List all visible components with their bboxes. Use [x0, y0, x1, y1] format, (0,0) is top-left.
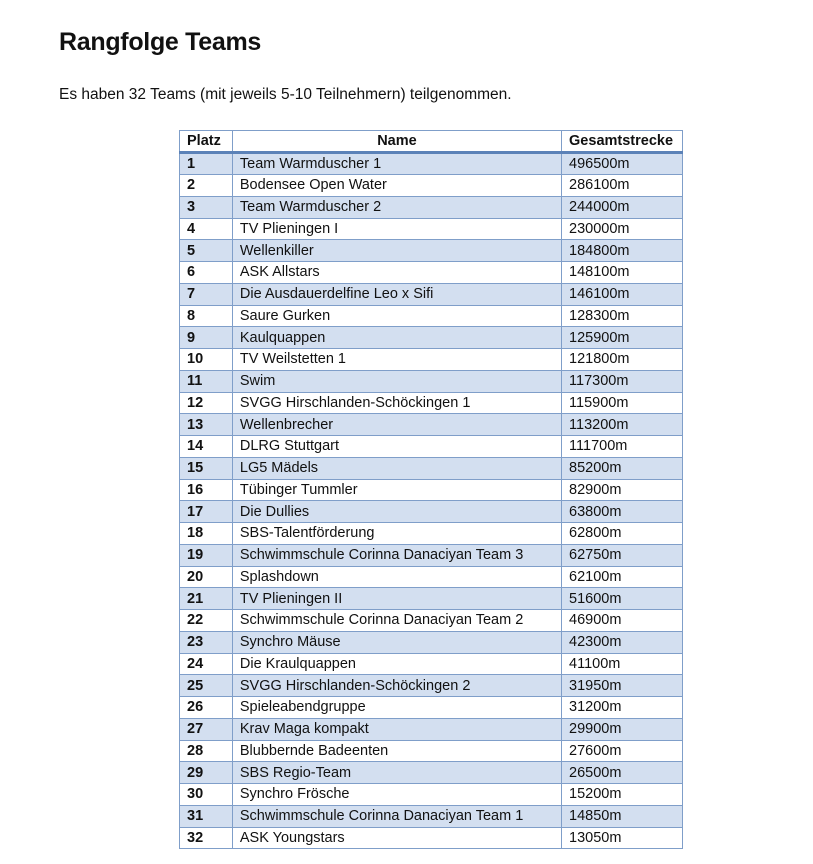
header-platz: Platz: [180, 131, 233, 153]
cell-name: Synchro Frösche: [232, 784, 561, 806]
cell-platz: 4: [180, 218, 233, 240]
cell-platz: 14: [180, 436, 233, 458]
cell-platz: 13: [180, 414, 233, 436]
cell-distance: 121800m: [562, 349, 683, 371]
cell-name: Die Kraulquappen: [232, 653, 561, 675]
cell-platz: 30: [180, 784, 233, 806]
cell-platz: 18: [180, 523, 233, 545]
cell-name: Synchro Mäuse: [232, 631, 561, 653]
cell-name: ASK Allstars: [232, 262, 561, 284]
cell-distance: 115900m: [562, 392, 683, 414]
table-row: [180, 305, 683, 327]
table-row: [180, 653, 683, 675]
cell-name: Bodensee Open Water: [232, 175, 561, 197]
table-row: [180, 370, 683, 392]
cell-name: Wellenkiller: [232, 240, 561, 262]
cell-name: Die Ausdauerdelfine Leo x Sifi: [232, 283, 561, 305]
table-row: [180, 283, 683, 305]
cell-distance: 62750m: [562, 544, 683, 566]
cell-distance: 244000m: [562, 196, 683, 218]
cell-platz: 2: [180, 175, 233, 197]
header-name: Name: [232, 131, 561, 153]
cell-distance: 29900m: [562, 718, 683, 740]
cell-platz: 21: [180, 588, 233, 610]
cell-distance: 111700m: [562, 436, 683, 458]
table-row: [180, 457, 683, 479]
cell-name: Saure Gurken: [232, 305, 561, 327]
cell-name: LG5 Mädels: [232, 457, 561, 479]
table-row: [180, 414, 683, 436]
table-row: [180, 501, 683, 523]
table-body: [180, 153, 683, 849]
cell-platz: 6: [180, 262, 233, 284]
cell-distance: 62100m: [562, 566, 683, 588]
table-row: [180, 697, 683, 719]
table-row: [180, 523, 683, 545]
cell-name: ASK Youngstars: [232, 827, 561, 849]
table-row: [180, 240, 683, 262]
table-row: [180, 218, 683, 240]
cell-platz: 19: [180, 544, 233, 566]
table-row: [180, 740, 683, 762]
cell-distance: 286100m: [562, 175, 683, 197]
table-row: [180, 566, 683, 588]
cell-distance: 125900m: [562, 327, 683, 349]
cell-distance: 27600m: [562, 740, 683, 762]
cell-distance: 82900m: [562, 479, 683, 501]
table-row: [180, 175, 683, 197]
table-row: [180, 675, 683, 697]
table-row: [180, 196, 683, 218]
intro-paragraph: Es haben 32 Teams (mit jeweils 5-10 Teilnehmern) teilgenommen.: [59, 86, 512, 103]
cell-name: Krav Maga kompakt: [232, 718, 561, 740]
cell-platz: 10: [180, 349, 233, 371]
table-row: [180, 762, 683, 784]
cell-distance: 146100m: [562, 283, 683, 305]
table-row: [180, 436, 683, 458]
cell-distance: 230000m: [562, 218, 683, 240]
cell-name: SBS Regio-Team: [232, 762, 561, 784]
table-row: [180, 610, 683, 632]
cell-distance: 496500m: [562, 153, 683, 175]
cell-platz: 5: [180, 240, 233, 262]
cell-name: Wellenbrecher: [232, 414, 561, 436]
cell-distance: 85200m: [562, 457, 683, 479]
cell-distance: 184800m: [562, 240, 683, 262]
cell-platz: 31: [180, 805, 233, 827]
cell-platz: 8: [180, 305, 233, 327]
cell-platz: 3: [180, 196, 233, 218]
cell-name: SVGG Hirschlanden-Schöckingen 2: [232, 675, 561, 697]
cell-platz: 9: [180, 327, 233, 349]
cell-platz: 26: [180, 697, 233, 719]
cell-platz: 32: [180, 827, 233, 849]
cell-distance: 128300m: [562, 305, 683, 327]
cell-name: Tübinger Tummler: [232, 479, 561, 501]
cell-platz: 7: [180, 283, 233, 305]
cell-distance: 14850m: [562, 805, 683, 827]
table-row: [180, 631, 683, 653]
cell-platz: 20: [180, 566, 233, 588]
table-row: [180, 588, 683, 610]
cell-platz: 24: [180, 653, 233, 675]
cell-platz: 22: [180, 610, 233, 632]
cell-platz: 28: [180, 740, 233, 762]
ranking-table: [179, 130, 683, 849]
cell-distance: 26500m: [562, 762, 683, 784]
table-row: [180, 784, 683, 806]
cell-name: Team Warmduscher 1: [232, 153, 561, 175]
cell-name: Team Warmduscher 2: [232, 196, 561, 218]
table-row: [180, 827, 683, 849]
cell-name: Schwimmschule Corinna Danaciyan Team 2: [232, 610, 561, 632]
cell-name: SBS-Talentförderung: [232, 523, 561, 545]
cell-name: TV Weilstetten 1: [232, 349, 561, 371]
table-row: [180, 327, 683, 349]
cell-name: Spieleabendgruppe: [232, 697, 561, 719]
table-row: [180, 544, 683, 566]
cell-platz: 11: [180, 370, 233, 392]
cell-platz: 12: [180, 392, 233, 414]
cell-platz: 25: [180, 675, 233, 697]
header-distance: Gesamtstrecke: [562, 131, 683, 153]
cell-name: SVGG Hirschlanden-Schöckingen 1: [232, 392, 561, 414]
table-row: [180, 262, 683, 284]
cell-name: Blubbernde Badeenten: [232, 740, 561, 762]
cell-name: TV Plieningen II: [232, 588, 561, 610]
cell-distance: 46900m: [562, 610, 683, 632]
cell-distance: 31200m: [562, 697, 683, 719]
cell-name: Schwimmschule Corinna Danaciyan Team 1: [232, 805, 561, 827]
table-row: [180, 153, 683, 175]
cell-name: Splashdown: [232, 566, 561, 588]
cell-platz: 27: [180, 718, 233, 740]
page-title: Rangfolge Teams: [59, 28, 262, 56]
cell-distance: 63800m: [562, 501, 683, 523]
cell-distance: 41100m: [562, 653, 683, 675]
table-row: [180, 392, 683, 414]
cell-distance: 31950m: [562, 675, 683, 697]
cell-platz: 29: [180, 762, 233, 784]
cell-platz: 1: [180, 153, 233, 175]
table-row: [180, 805, 683, 827]
cell-distance: 13050m: [562, 827, 683, 849]
table-row: [180, 718, 683, 740]
cell-distance: 148100m: [562, 262, 683, 284]
cell-name: DLRG Stuttgart: [232, 436, 561, 458]
cell-distance: 113200m: [562, 414, 683, 436]
cell-distance: 15200m: [562, 784, 683, 806]
cell-name: Schwimmschule Corinna Danaciyan Team 3: [232, 544, 561, 566]
cell-distance: 51600m: [562, 588, 683, 610]
table-row: [180, 349, 683, 371]
table-header-row: [180, 131, 683, 153]
cell-distance: 62800m: [562, 523, 683, 545]
cell-distance: 42300m: [562, 631, 683, 653]
cell-platz: 23: [180, 631, 233, 653]
cell-name: Die Dullies: [232, 501, 561, 523]
cell-platz: 15: [180, 457, 233, 479]
cell-distance: 117300m: [562, 370, 683, 392]
cell-platz: 16: [180, 479, 233, 501]
cell-platz: 17: [180, 501, 233, 523]
table-row: [180, 479, 683, 501]
cell-name: TV Plieningen I: [232, 218, 561, 240]
cell-name: Kaulquappen: [232, 327, 561, 349]
cell-name: Swim: [232, 370, 561, 392]
